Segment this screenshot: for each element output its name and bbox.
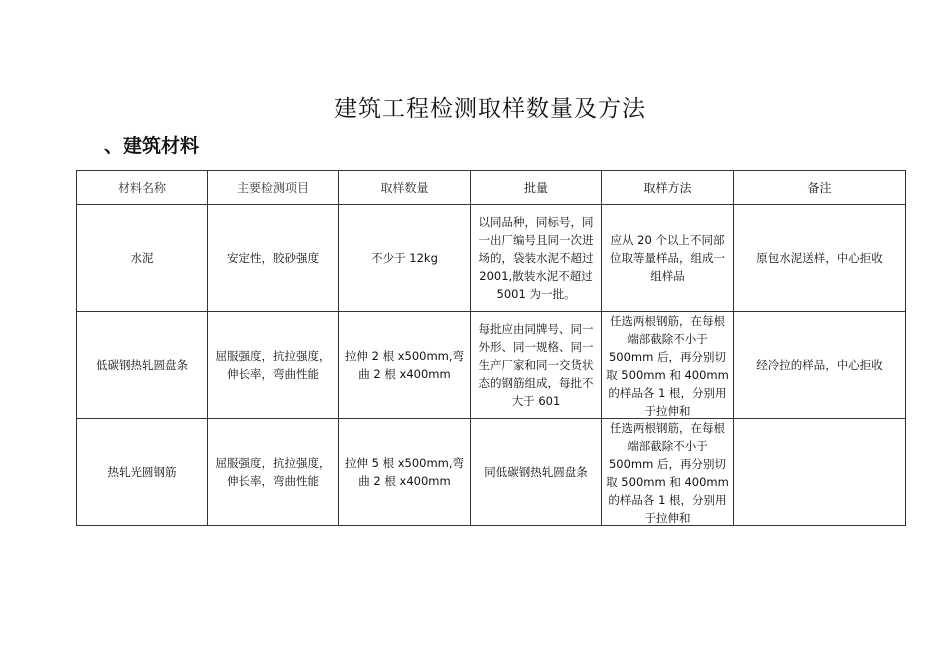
cell-batch-text: 以同品种，同标号，同一出厂编号且同一次进场的，袋装水泥不超过 2001,散装水泥不超过 5001 为一批。 bbox=[478, 215, 594, 301]
cell-method-text: 任选两根钢筋，在每根端部截除不小于 500mm 后，再分别切取 500mm 和 400mm 的样品各 1 根，分别用于拉伸和 bbox=[606, 421, 729, 525]
header-material-name: 材料名称 bbox=[77, 171, 208, 205]
cell-quantity: 拉伸 2 根 x500mm,弯曲 2 根 x400mm bbox=[339, 312, 471, 419]
header-test-items: 主要检测项目 bbox=[208, 171, 339, 205]
cell-method bbox=[602, 419, 734, 526]
table-row bbox=[77, 419, 906, 526]
cell-test-items: 屈服强度，抗拉强度，伸长率，弯曲性能 bbox=[208, 312, 339, 419]
header-sample-quantity: 取样数量 bbox=[339, 171, 471, 205]
header-sampling-method: 取样方法 bbox=[602, 171, 734, 205]
cell-method bbox=[602, 205, 734, 312]
cell-quantity: 不少于 12kg bbox=[339, 205, 471, 312]
header-remarks: 备注 bbox=[734, 171, 906, 205]
cell-remark: 原包水泥送样，中心拒收 bbox=[734, 205, 906, 312]
section-heading: 、建筑材料 bbox=[104, 135, 200, 157]
cell-material: 低碳钢热轧圆盘条 bbox=[77, 312, 208, 419]
cell-remark: 经冷拉的样品，中心拒收 bbox=[734, 312, 906, 419]
cell-test-items: 屈服强度，抗拉强度，伸长率，弯曲性能 bbox=[208, 419, 339, 526]
cell-batch bbox=[471, 312, 602, 419]
table-header-row bbox=[77, 171, 906, 205]
header-batch: 批量 bbox=[471, 171, 602, 205]
document-title: 建筑工程检测取样数量及方法 bbox=[334, 96, 646, 122]
cell-method-text: 任选两根钢筋，在每根端部截除不小于 500mm 后，再分别切取 500mm 和 400mm 的样品各 1 根，分别用于拉伸和 bbox=[606, 314, 729, 418]
table-row bbox=[77, 205, 906, 312]
cell-quantity: 拉伸 5 根 x500mm,弯曲 2 根 x400mm bbox=[339, 419, 471, 526]
cell-batch bbox=[471, 419, 602, 526]
cell-method bbox=[602, 312, 734, 419]
cell-material: 水泥 bbox=[77, 205, 208, 312]
cell-batch-text: 每批应由同牌号、同一外形、同一规格、同一生产厂家和同一交货状态的钢筋组成，每批不大于 601 bbox=[478, 322, 594, 408]
cell-remark bbox=[734, 419, 906, 526]
table-row bbox=[77, 312, 906, 419]
cell-material: 热轧光圆钢筋 bbox=[77, 419, 208, 526]
cell-batch-text: 同低碳钢热轧圆盘条 bbox=[484, 465, 588, 479]
sampling-table bbox=[76, 170, 906, 526]
cell-test-items: 安定性，胶砂强度 bbox=[208, 205, 339, 312]
cell-method-text: 应从 20 个以上不同部位取等量样品，组成一组样品 bbox=[610, 233, 725, 283]
cell-batch bbox=[471, 205, 602, 312]
